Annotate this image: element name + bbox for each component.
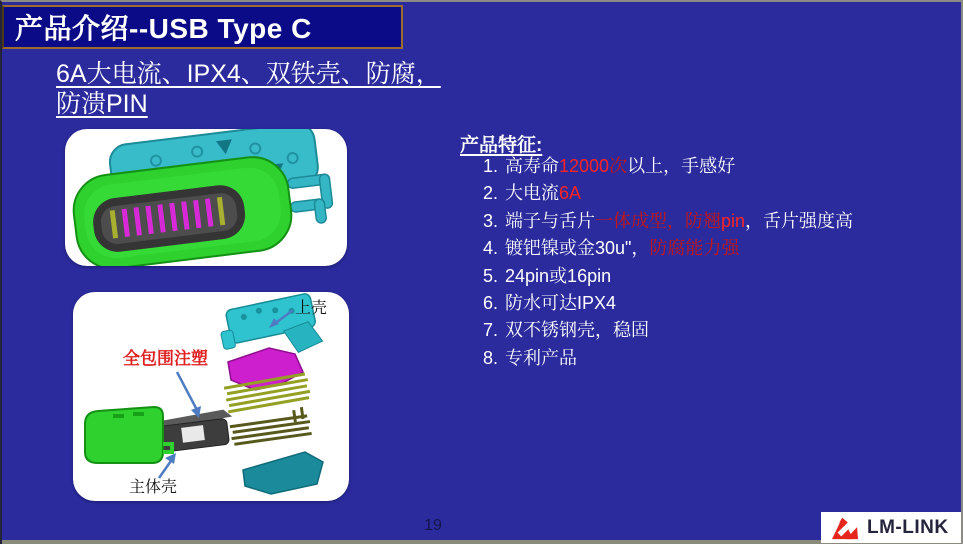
feature-item: 3. 端子与舌片一体成型，防翘pin，舌片强度高: [483, 210, 854, 231]
logo: [821, 512, 961, 543]
usb-connector-render: [65, 129, 347, 266]
bottom-shell-part: [243, 452, 323, 494]
features-list: [483, 153, 853, 372]
feature-item: 1. 高寿命12000次以上，手感好: [483, 156, 736, 176]
mounting-legs: [287, 174, 335, 227]
subtitle: [56, 59, 441, 119]
feature-item: 4. 镀钯镍或金30u"，防腐能力强: [483, 238, 740, 259]
arrow-overmold: [177, 372, 197, 410]
subtitle-line1: 6A大电流、IPX4、双铁壳、防腐，: [56, 60, 441, 88]
exploded-view-render: [73, 292, 349, 501]
connector-photo-box: [65, 129, 347, 266]
title-bar: [2, 5, 403, 49]
feature-item: 5. 24pin或16pin: [483, 265, 612, 286]
feature-item: 2. 大电流6A: [483, 183, 582, 204]
lm-link-logo-icon: [830, 515, 860, 541]
overmold-plate-part: [154, 409, 236, 453]
feature-item: 6. 防水可达IPX4: [483, 293, 617, 314]
feature-item: 8. 专利产品: [483, 347, 578, 368]
subtitle-line2: 防溃PIN: [56, 90, 148, 118]
label-main-shell: 主体壳: [129, 479, 178, 496]
features-heading: 产品特征:: [460, 135, 543, 156]
page-title: 产品介绍--USB Type C: [15, 13, 312, 44]
page-number: 19: [424, 517, 442, 534]
feature-item: 7. 双不锈钢壳，稳固: [483, 320, 650, 341]
lower-contacts: [229, 406, 312, 446]
main-shell-part: [85, 407, 172, 463]
exploded-view-box: [73, 292, 349, 501]
label-top-shell: 上壳: [295, 300, 328, 317]
bottom-strip: [2, 540, 961, 544]
label-overmold: 全包围注塑: [123, 349, 208, 368]
logo-text: LM-LINK: [867, 516, 949, 538]
